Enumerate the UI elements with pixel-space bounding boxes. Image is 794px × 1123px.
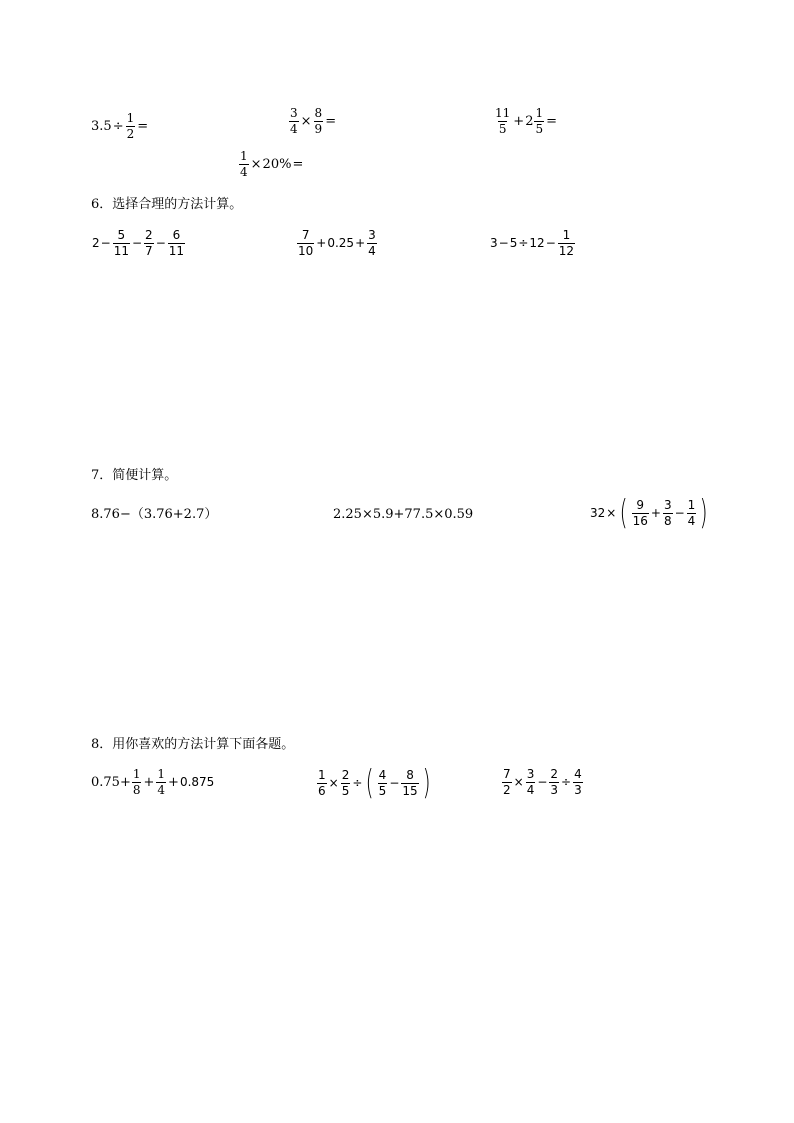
operator: × — [513, 775, 524, 790]
mixed-number — [525, 107, 545, 135]
fraction — [289, 107, 299, 135]
section-6-title: 6．选择合理的方法计算。 — [91, 197, 243, 212]
operator: + — [355, 236, 366, 251]
numerator: 5 — [117, 228, 126, 242]
denominator: 5 — [535, 121, 544, 136]
denominator: 4 — [687, 513, 696, 528]
operator: − — [537, 775, 548, 790]
fraction — [297, 229, 314, 257]
section-8-title: 8．用你喜欢的方法计算下面各题。 — [91, 737, 295, 752]
operator: − — [498, 236, 509, 251]
problem-5-4 — [238, 150, 304, 178]
fraction — [314, 107, 324, 135]
numerator: 1 — [132, 767, 141, 781]
numerator: 2 — [550, 767, 559, 781]
denominator: 4 — [240, 164, 248, 179]
fraction — [168, 229, 185, 257]
fraction — [526, 768, 536, 796]
fraction — [144, 229, 154, 257]
operator: + — [143, 774, 155, 790]
fraction — [113, 229, 130, 257]
fraction — [632, 499, 649, 527]
numerator: 11 — [495, 106, 511, 120]
fraction — [549, 768, 559, 796]
problem-8-2 — [316, 763, 433, 803]
left-parenthesis: ( — [619, 493, 628, 533]
numerator: 1 — [157, 767, 166, 781]
problem-7-2: 2.25×5.9+77.5×0.59 — [333, 507, 474, 522]
denominator: 11 — [113, 243, 129, 258]
numerator: 3 — [663, 497, 672, 512]
numerator: 1 — [318, 767, 326, 782]
problem-6-2 — [296, 229, 378, 257]
numerator: 8 — [406, 767, 414, 782]
fraction — [367, 229, 377, 257]
numerator: 7 — [301, 228, 310, 242]
fraction — [502, 768, 512, 796]
operator: ÷ — [518, 236, 529, 251]
problem-5-3 — [493, 107, 558, 135]
numerator: 1 — [687, 497, 696, 512]
denominator: 5 — [498, 121, 507, 136]
fraction — [156, 768, 166, 796]
problem-5-1 — [91, 112, 149, 140]
equals-sign: = — [292, 156, 304, 172]
denominator: 10 — [298, 243, 314, 258]
fraction — [378, 769, 388, 797]
operator: + — [513, 113, 525, 129]
operand: 12 — [529, 236, 545, 251]
section-7-title: 7．简便计算。 — [91, 468, 178, 483]
numerator: 3 — [526, 767, 535, 781]
operator: − — [389, 776, 400, 790]
right-parenthesis: ) — [699, 493, 708, 533]
problem-6-3 — [490, 229, 576, 257]
denominator: 7 — [145, 243, 153, 258]
left-parenthesis: ( — [366, 763, 375, 803]
operand: 3 — [490, 236, 498, 251]
fraction — [401, 769, 418, 797]
numerator: 2 — [145, 228, 153, 242]
operand: 0.25 — [327, 236, 355, 251]
fraction — [126, 112, 136, 140]
denominator: 4 — [526, 782, 535, 797]
denominator: 9 — [314, 121, 323, 136]
numerator: 1 — [240, 149, 248, 163]
operand: 0.75+ — [91, 774, 131, 790]
numerator: 7 — [503, 767, 511, 781]
fraction — [494, 107, 511, 135]
operand: 32 — [590, 506, 606, 520]
operand: 2 — [92, 236, 100, 251]
numerator: 6 — [172, 228, 181, 242]
numerator: 1 — [126, 111, 135, 125]
fraction — [534, 107, 544, 135]
problem-5-2 — [288, 107, 337, 135]
denominator: 4 — [157, 782, 166, 797]
operator: − — [674, 506, 685, 520]
numerator: 1 — [562, 228, 571, 242]
denominator: 5 — [378, 783, 387, 798]
operator: + — [316, 236, 327, 251]
operator: + — [168, 774, 179, 790]
numerator: 4 — [574, 767, 582, 781]
denominator: 3 — [574, 782, 582, 797]
operator: × — [328, 776, 339, 790]
denominator: 5 — [341, 783, 350, 798]
operator: − — [155, 236, 166, 251]
denominator: 3 — [550, 782, 559, 797]
denominator: 4 — [368, 243, 376, 258]
operator: − — [545, 236, 556, 251]
problem-8-3 — [501, 768, 584, 796]
numerator: 8 — [314, 106, 323, 120]
numerator: 9 — [636, 497, 645, 512]
problem-6-1 — [92, 229, 186, 257]
denominator: 2 — [126, 126, 135, 141]
operator: × — [606, 506, 617, 520]
fraction — [317, 769, 327, 797]
numerator: 3 — [368, 228, 376, 242]
denominator: 11 — [168, 243, 185, 258]
denominator: 6 — [318, 783, 326, 798]
operand: 3.5 — [91, 118, 112, 134]
equals-sign: = — [546, 113, 558, 129]
operand: 0.875 — [179, 775, 215, 790]
fraction — [132, 768, 142, 796]
numerator: 4 — [378, 767, 387, 782]
numerator: 3 — [290, 106, 298, 120]
operator: + — [650, 506, 661, 520]
operator: × — [300, 113, 312, 129]
denominator: 8 — [132, 782, 141, 797]
denominator: 16 — [632, 513, 648, 528]
operator: × — [250, 156, 262, 172]
denominator: 15 — [402, 783, 418, 798]
operator: − — [131, 236, 143, 251]
fraction — [239, 150, 249, 178]
operator: ÷ — [112, 118, 124, 134]
whole-part: 2 — [525, 113, 534, 129]
operator: − — [100, 236, 111, 251]
equals-sign: = — [137, 118, 149, 134]
equals-sign: = — [325, 113, 337, 129]
operator: ÷ — [352, 776, 363, 790]
operator: ÷ — [561, 775, 572, 790]
operand: 20% — [262, 156, 292, 172]
fraction — [341, 769, 351, 797]
numerator: 2 — [341, 767, 350, 782]
right-parenthesis: ) — [422, 763, 431, 803]
numerator: 1 — [535, 106, 544, 120]
problem-7-1: 8.76−（3.76+2.7） — [91, 507, 218, 522]
fraction — [573, 768, 583, 796]
problem-8-1 — [91, 768, 214, 796]
operand: 5 — [509, 236, 518, 251]
fraction — [687, 499, 697, 527]
fraction — [558, 229, 575, 257]
problem-7-3 — [590, 493, 711, 533]
denominator: 12 — [558, 243, 575, 258]
denominator: 4 — [290, 121, 298, 136]
denominator: 8 — [663, 513, 672, 528]
denominator: 2 — [503, 782, 511, 797]
fraction — [663, 499, 673, 527]
